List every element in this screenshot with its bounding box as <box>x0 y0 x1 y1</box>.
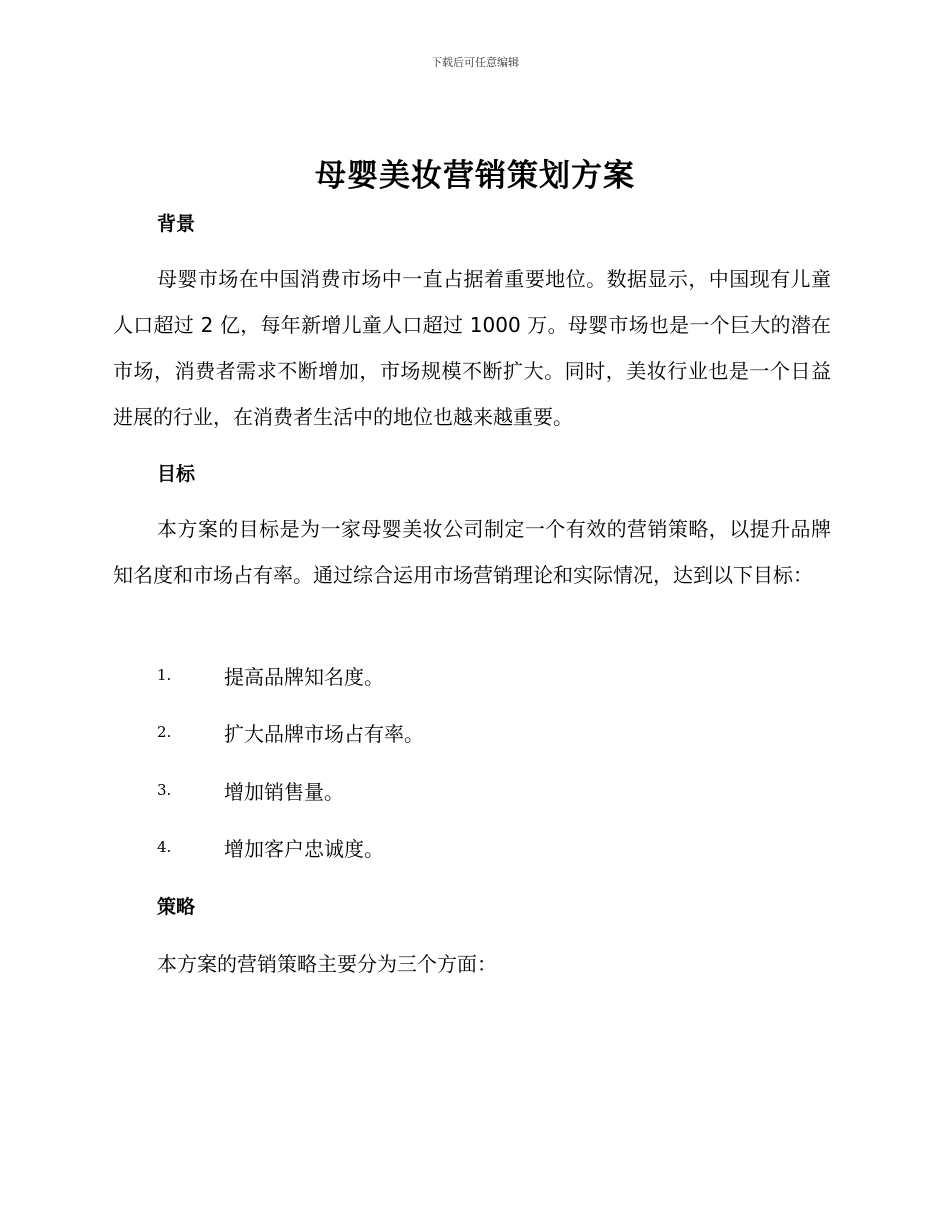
goal-list-item <box>157 775 344 805</box>
list-text: 提高品牌知名度。 <box>224 664 384 689</box>
paragraph-strategy: 本方案的营销策略主要分为三个方面： <box>157 952 497 976</box>
header-note: 下载后可任意编辑 <box>431 56 519 69</box>
list-number: 3. <box>157 781 172 799</box>
goal-list-item <box>157 660 384 690</box>
list-number: 1. <box>157 666 172 684</box>
list-number: 4. <box>157 838 172 856</box>
goal-list-item <box>157 717 424 747</box>
document-title: 母婴美妆营销策划方案 <box>315 158 635 194</box>
paragraph-goals: 本方案的目标是为一家母婴美妆公司制定一个有效的营销策略，以提升品牌知名度和市场占有率。通过综合运用市场营销理论和实际情况，达到以下目标： <box>113 517 831 587</box>
list-text: 增加客户忠诚度。 <box>224 836 384 861</box>
list-number: 2. <box>157 723 172 741</box>
paragraph-background: 母婴市场在中国消费市场中一直占据着重要地位。数据显示，中国现有儿童人口超过 2 亿，每年新增儿童人口超过 1000 万。母婴市场也是一个巨大的潜在市场，消费者需求不断增加，市场规模不断扩大。同时，美妆行业也是一个日益进展的行业，在消费者生活中的地位也越来越重要。 <box>113 267 831 429</box>
heading-goals: 目标 <box>157 463 196 485</box>
heading-strategy: 策略 <box>157 896 196 918</box>
heading-background: 背景 <box>157 213 196 235</box>
list-text: 增加销售量。 <box>224 779 344 804</box>
list-text: 扩大品牌市场占有率。 <box>224 721 424 746</box>
goal-list-item <box>157 832 384 862</box>
